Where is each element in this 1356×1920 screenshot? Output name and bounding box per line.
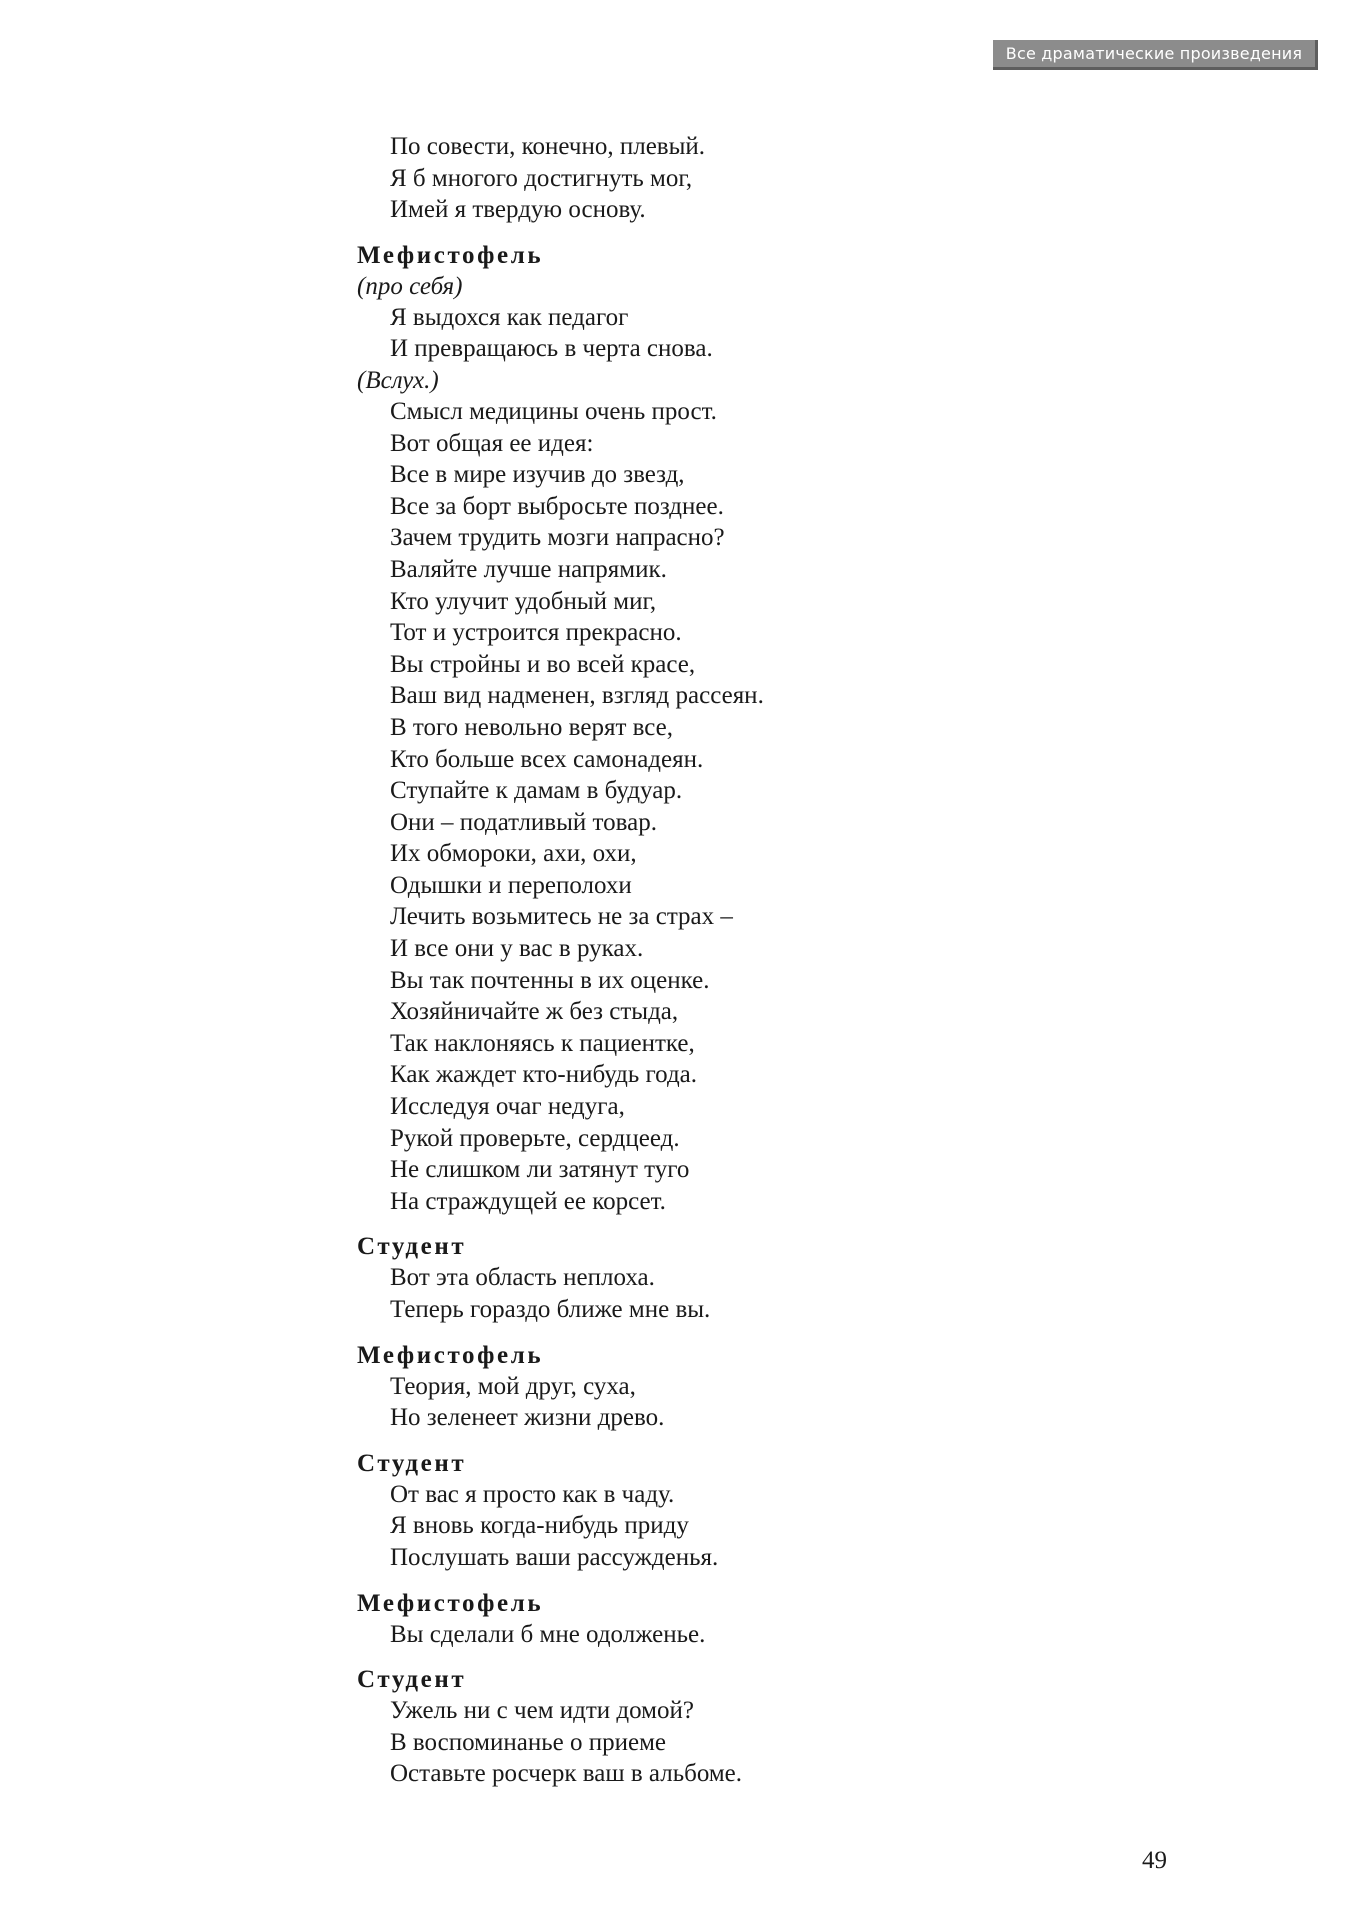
verse-line: Рукой проверьте, сердцеед. — [390, 1124, 680, 1152]
verse-line: Вот эта область неплоха. — [390, 1264, 655, 1292]
verse-line: В воспоминанье о приеме — [390, 1728, 667, 1756]
verse-line: Зачем трудить мозги напрасно? — [390, 524, 725, 552]
speech-block-student — [357, 1664, 1237, 1790]
verse-block — [357, 131, 1237, 226]
verse-line: Послушать ваши рассужденья. — [390, 1543, 719, 1571]
verse-line: Исследуя очаг недуга, — [390, 1093, 625, 1121]
verse-line: Ступайте к дамам в будуар. — [390, 777, 683, 805]
verse-line: Теория, мой друг, суха, — [390, 1372, 636, 1400]
verse-line: Ваш вид надменен, взгляд рассеян. — [390, 682, 764, 710]
verse-line: Вы так почтенны в их оценке. — [390, 966, 710, 994]
verse-line: Хозяйничайте ж без стыда, — [390, 998, 679, 1026]
verse-line: Валяйте лучше напрямик. — [390, 555, 667, 583]
verse-line: Они – податливый товар. — [390, 808, 657, 836]
verse-line: Вы стройны и во всей красе, — [390, 650, 696, 678]
verse-line: В того невольно верят все, — [390, 713, 674, 741]
verse-line: Кто больше всех самонадеян. — [390, 745, 704, 773]
verse-line: Оставьте росчерк ваш в альбоме. — [390, 1760, 743, 1788]
verse-line: Имей я твердую основу. — [390, 196, 646, 224]
verse-line: Теперь гораздо ближе мне вы. — [390, 1296, 711, 1323]
speaker-name: Мефистофель — [357, 1589, 544, 1617]
verse-line: Я выдохся как педагог — [390, 303, 629, 331]
verse-line: Я вновь когда-нибудь приду — [390, 1512, 689, 1540]
speaker-name: Студент — [357, 1233, 467, 1261]
speech-block-student — [357, 1231, 1237, 1325]
verse-line: И все они у вас в руках. — [390, 935, 644, 963]
speech-block-student — [357, 1448, 1237, 1574]
verse-line: И превращаюсь в черта снова. — [390, 335, 713, 363]
verse-line: На страждущей ее корсет. — [390, 1187, 666, 1215]
verse-line: Я б многого достигнуть мог, — [390, 164, 693, 192]
stage-direction: (про себя) — [357, 272, 463, 300]
verse-line: Ужель ни с чем идти домой? — [390, 1697, 694, 1725]
verse-line: От вас я просто как в чаду. — [390, 1480, 675, 1508]
speaker-name: Студент — [357, 1449, 467, 1477]
verse-line: Вот общая ее идея: — [390, 429, 594, 457]
verse-line: Так наклоняясь к пациентке, — [390, 1029, 695, 1057]
verse-line: Кто улучит удобный миг, — [390, 587, 657, 615]
verse-line: Одышки и переполохи — [390, 871, 632, 899]
verse-line: Смысл медицины очень прост. — [390, 397, 717, 425]
verse-line: Все за борт выбросьте позднее. — [390, 492, 724, 520]
section-header-badge: Все драматические произведения — [993, 40, 1318, 70]
verse-line: Как жаждет кто-нибудь года. — [390, 1061, 698, 1089]
speech-block-mephistopheles — [357, 1588, 1237, 1651]
page-number: 49 — [1142, 1847, 1167, 1874]
speech-block-mephistopheles — [357, 1340, 1237, 1434]
play-text — [357, 131, 1237, 1804]
verse-line: Тот и устроится прекрасно. — [390, 619, 682, 647]
verse-line: Но зеленеет жизни древо. — [390, 1404, 665, 1432]
verse-line: Вы сделали б мне одолженье. — [390, 1620, 706, 1648]
speaker-name: Студент — [357, 1666, 467, 1694]
speech-block-mephistopheles — [357, 240, 1237, 1218]
speaker-name: Мефистофель — [357, 241, 544, 269]
stage-direction: (Вслух.) — [357, 366, 439, 394]
verse-line: Все в мире изучив до звезд, — [390, 461, 685, 489]
verse-line: Их обмороки, ахи, охи, — [390, 840, 637, 868]
verse-line: По совести, конечно, плевый. — [390, 133, 706, 160]
verse-line: Лечить возьмитесь не за страх – — [390, 903, 733, 931]
speaker-name: Мефистофель — [357, 1341, 544, 1369]
verse-line: Не слишком ли затянут туго — [390, 1156, 690, 1184]
